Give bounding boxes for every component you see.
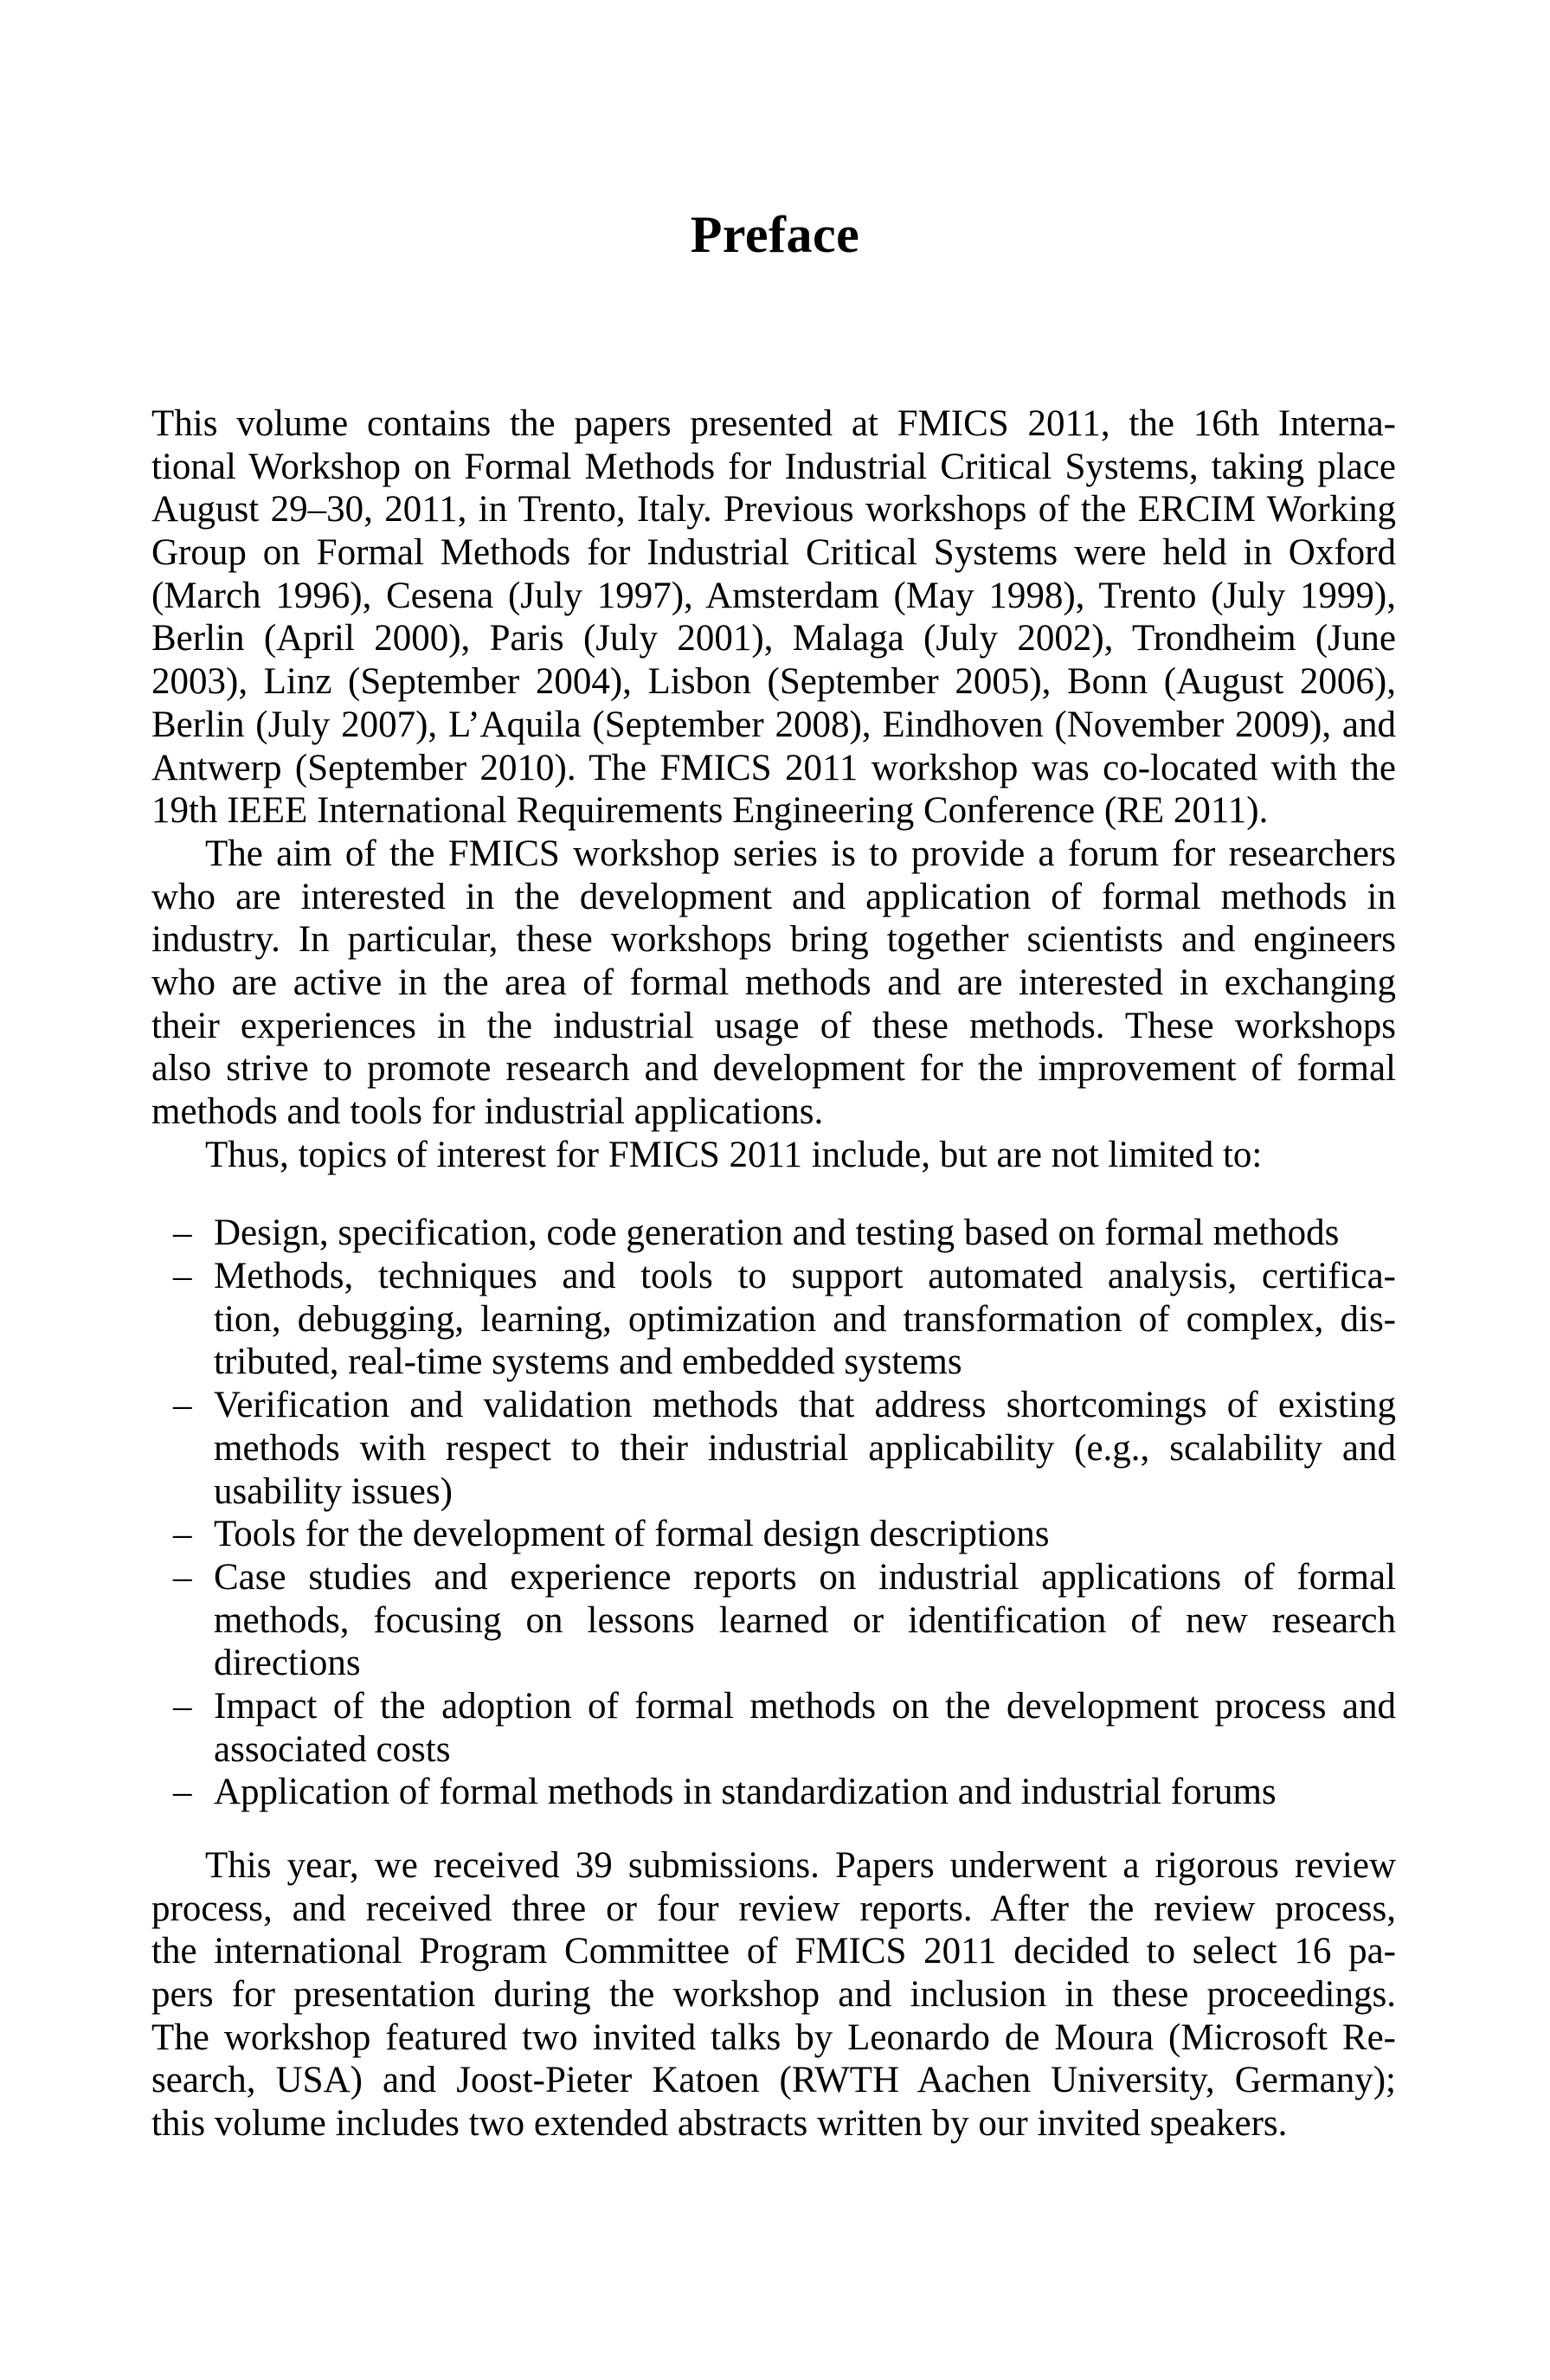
text-line: Berlin (July 2007), L’Aquila (September 2008), Eindhoven (November 2009), and	[151, 704, 1396, 745]
text-line: Verification and validation methods that address shortcomings of existing	[214, 1385, 1396, 1426]
text-line: The workshop featured two invited talks by Leonardo de Moura (Microsoft Re-	[151, 2017, 1396, 2058]
text-line: their experiences in the industrial usage of these methods. These workshops	[151, 1005, 1396, 1046]
text-line: methods, focusing on lessons learned or identification of new research	[214, 1599, 1396, 1641]
text-line: Application of formal methods in standardization and industrial forums	[214, 1772, 1277, 1813]
list-item	[151, 1255, 1396, 1384]
text-line: 19th IEEE International Requirements Engineering Conference (RE 2011).	[151, 790, 1269, 832]
paragraph-submissions	[151, 1844, 1396, 2145]
page-title: Preface	[690, 206, 860, 264]
text-line: Case studies and experience reports on industrial applications of formal	[214, 1556, 1396, 1598]
dash-bullet-icon: –	[173, 1514, 192, 1555]
text-line: (March 1996), Cesena (July 1997), Amsterdam (May 1998), Trento (July 1999),	[151, 575, 1396, 616]
text-line: this volume includes two extended abstracts written by our invited speakers.	[151, 2103, 1288, 2145]
text-line: industry. In particular, these workshops bring together scientists and engineers	[151, 919, 1396, 961]
text-line: process, and received three or four review reports. After the review process,	[151, 1888, 1396, 1929]
text-line: Methods, techniques and tools to support automated analysis, certifica-	[214, 1256, 1396, 1297]
text-line: methods with respect to their industrial applicability (e.g., scalability and	[214, 1427, 1396, 1469]
text-line: tributed, real-time systems and embedded systems	[214, 1341, 962, 1383]
text-line: also strive to promote research and development for the improvement of formal	[151, 1048, 1396, 1090]
text-line: methods and tools for industrial applications.	[151, 1091, 824, 1132]
list-item	[151, 1212, 1396, 1255]
text-line: the international Program Committee of FMICS 2011 decided to select 16 pa-	[151, 1931, 1396, 1972]
topics-list	[151, 1212, 1396, 1814]
list-item	[151, 1513, 1396, 1556]
text-line: Impact of the adoption of formal methods on the development process and	[214, 1685, 1396, 1727]
text-line: Thus, topics of interest for FMICS 2011 include, but are not limited to:	[205, 1134, 1263, 1175]
text-line: tion, debugging, learning, optimization and transformation of complex, dis-	[214, 1298, 1396, 1340]
paragraph-intro	[151, 402, 1396, 833]
text-line: 2003), Linz (September 2004), Lisbon (September 2005), Bonn (August 2006),	[151, 661, 1396, 703]
text-line: directions	[214, 1643, 361, 1684]
dash-bullet-icon: –	[173, 1685, 192, 1727]
paragraph-topics-intro	[151, 1134, 1396, 1177]
list-item	[151, 1685, 1396, 1771]
text-line: who are active in the area of formal methods and are interested in exchanging	[151, 962, 1396, 1003]
dash-bullet-icon: –	[173, 1213, 192, 1254]
text-line: tional Workshop on Formal Methods for Industrial Critical Systems, taking place	[151, 446, 1396, 487]
paragraph-aim	[151, 833, 1396, 1134]
text-line: Berlin (April 2000), Paris (July 2001), Malaga (July 2002), Trondheim (June	[151, 618, 1396, 659]
preface-body	[151, 402, 1396, 2145]
list-item	[151, 1556, 1396, 1685]
text-line: associated costs	[214, 1728, 451, 1770]
dash-bullet-icon: –	[173, 1556, 192, 1598]
dash-bullet-icon: –	[173, 1385, 192, 1426]
text-line: who are interested in the development and application of formal methods in	[151, 876, 1396, 917]
text-line: The aim of the FMICS workshop series is to provide a forum for researchers	[205, 833, 1396, 874]
text-line: Tools for the development of formal design descriptions	[214, 1514, 1050, 1555]
list-item	[151, 1771, 1396, 1814]
text-line: Antwerp (September 2010). The FMICS 2011 workshop was co-located with the	[151, 747, 1396, 788]
text-line: usability issues)	[214, 1470, 453, 1512]
text-line: search, USA) and Joost-Pieter Katoen (RWTH Aachen University, Germany);	[151, 2060, 1396, 2101]
dash-bullet-icon: –	[173, 1256, 192, 1297]
text-line: Design, specification, code generation and testing based on formal methods	[214, 1213, 1340, 1254]
text-line: This volume contains the papers presented at FMICS 2011, the 16th Interna-	[151, 403, 1396, 444]
text-line: August 29–30, 2011, in Trento, Italy. Previous workshops of the ERCIM Working	[151, 489, 1396, 531]
text-line: pers for presentation during the workshop and inclusion in these proceedings.	[151, 1974, 1396, 2016]
dash-bullet-icon: –	[173, 1772, 192, 1813]
text-line: Group on Formal Methods for Industrial Critical Systems were held in Oxford	[151, 532, 1396, 574]
list-item	[151, 1384, 1396, 1513]
text-line: This year, we received 39 submissions. Papers underwent a rigorous review	[205, 1845, 1396, 1886]
